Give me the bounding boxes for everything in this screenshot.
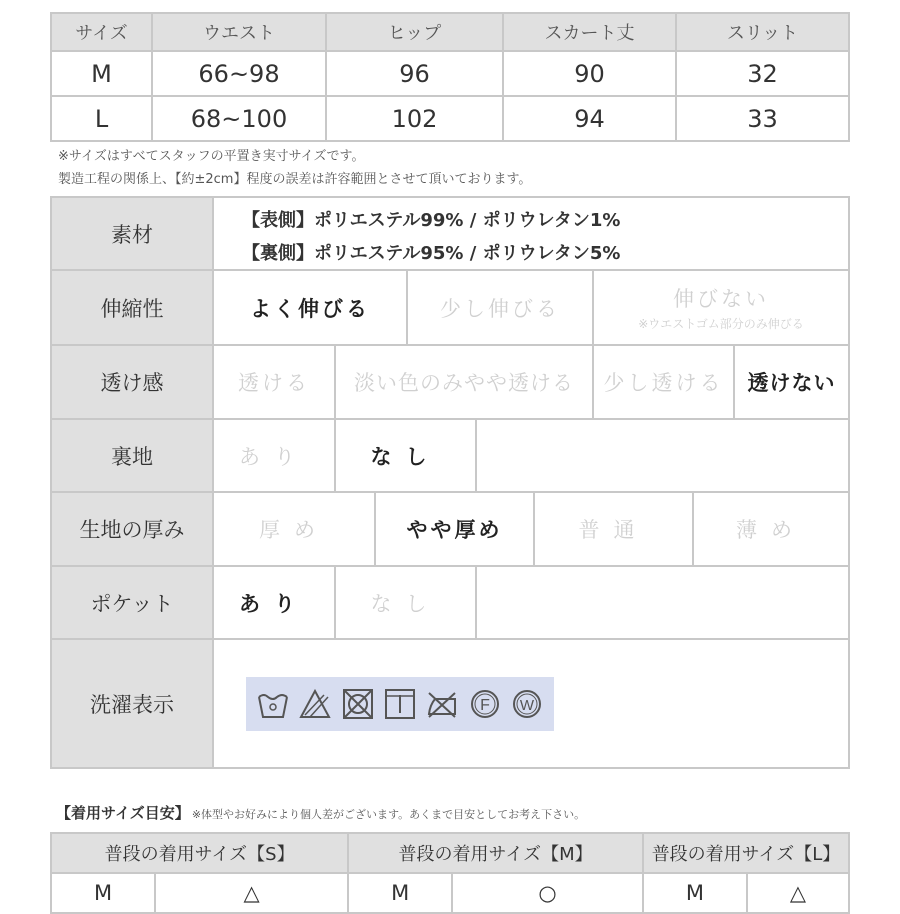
stretch-options [214,271,848,344]
size-cell: L [51,96,152,141]
option-lining-no: なし [336,420,477,491]
skirt-length-cell: 90 [503,51,676,96]
dry-clean-f-icon [468,687,502,721]
material-inner: 【裏側】ポリエステル95% / ポリウレタン5% [242,243,621,264]
spec-label: ポケット [52,567,214,638]
spec-label: 裏地 [52,420,214,491]
header-usual-l: 普段の着用サイズ【L】 [643,833,849,873]
header-usual-s: 普段の着用サイズ【S】 [51,833,348,873]
table-row [51,96,849,141]
option-pocket-no: なし [336,567,477,638]
dry-clean-letter: F [479,696,490,714]
fit-guide-heading: 【着用サイズ目安】 [56,804,190,822]
option-sheer-slight: 少し透ける [594,346,735,418]
option-stretch-none-label: 伸びない [673,287,769,311]
spec-row-material [52,198,848,271]
skirt-length-cell: 94 [503,96,676,141]
option-stretch-high: よく伸びる [214,271,408,344]
sheerness-options [214,346,848,418]
size-notes [58,145,531,191]
no-iron-icon [425,687,459,721]
spec-row-stretch [52,271,848,346]
table-row [51,51,849,96]
hip-cell: 96 [326,51,503,96]
header-waist: ウエスト [152,13,326,51]
header-size: サイズ [51,13,152,51]
spec-row-laundry [52,640,848,767]
no-tumble-dry-icon [341,687,375,721]
fit-guide-title [56,802,585,823]
spec-label: 生地の厚み [52,493,214,565]
option-normal: 普通 [535,493,694,565]
fit-mark-cell: △ [747,873,849,913]
thickness-options [214,493,848,565]
fit-size-cell: M [348,873,452,913]
spec-label: 素材 [52,198,214,269]
option-not-sheer: 透けない [747,371,836,395]
header-skirt-length: スカート丈 [503,13,676,51]
note-line: 製造工程の関係上、【約±2cm】程度の誤差は許容範囲とさせて頂いております。 [58,172,532,187]
material-text [214,198,620,269]
size-table-header [51,13,849,51]
bleach-triangle-icon [298,687,332,721]
spec-label: 洗濯表示 [52,640,214,767]
fit-mark-cell: △ [155,873,348,913]
header-hip: ヒップ [326,13,503,51]
spec-grid [50,196,850,769]
lining-options [214,420,848,491]
waist-cell: 66~98 [152,51,326,96]
note-line: ※サイズはすべてスタッフの平置き実寸サイズです。 [58,149,365,164]
size-table [50,12,850,142]
waist-cell: 68~100 [152,96,326,141]
spec-label: 透け感 [52,346,214,418]
fit-mark-cell: ○ [452,873,643,913]
hang-dry-icon [383,687,417,721]
slit-cell: 33 [676,96,849,141]
material-outer: 【表側】ポリエステル99% / ポリウレタン1% [242,210,621,231]
wet-clean-letter: W [519,696,534,714]
laundry-symbols [246,677,554,731]
option-thin: 薄め [736,518,806,542]
option-lining-yes: あり [214,420,336,491]
table-row [51,873,849,913]
wash-tub-icon [256,687,290,721]
size-cell: M [51,51,152,96]
spec-label: 伸縮性 [52,271,214,344]
spec-row-sheerness [52,346,848,420]
spec-row-lining [52,420,848,493]
spec-row-pocket [52,567,848,640]
fit-table-header [51,833,849,873]
option-sheer-light-colors: 淡い色のみやや透ける [336,346,594,418]
header-usual-m: 普段の着用サイズ【M】 [348,833,643,873]
spec-row-thickness [52,493,848,567]
option-stretch-low: 少し伸びる [408,271,594,344]
wet-clean-w-icon [510,687,544,721]
option-slightly-thick: やや厚め [376,493,535,565]
laundry-cell [214,640,848,767]
fit-size-cell: M [643,873,747,913]
slit-cell: 32 [676,51,849,96]
option-stretch-none [594,271,848,344]
empty-cell [477,420,848,491]
pocket-options [214,567,848,638]
option-thick: 厚め [214,493,376,565]
option-pocket-yes: あり [214,567,336,638]
fit-size-cell: M [51,873,155,913]
empty-cell [477,567,848,638]
option-sheer: 透ける [214,346,336,418]
hip-cell: 102 [326,96,503,141]
header-slit: スリット [676,13,849,51]
option-stretch-sub-note: ※ウエストゴム部分のみ伸びる [638,317,804,331]
fit-guide-table [50,832,850,914]
fit-guide-note: ※体型やお好みにより個人差がございます。あくまで目安としてお考え下さい。 [191,808,586,821]
